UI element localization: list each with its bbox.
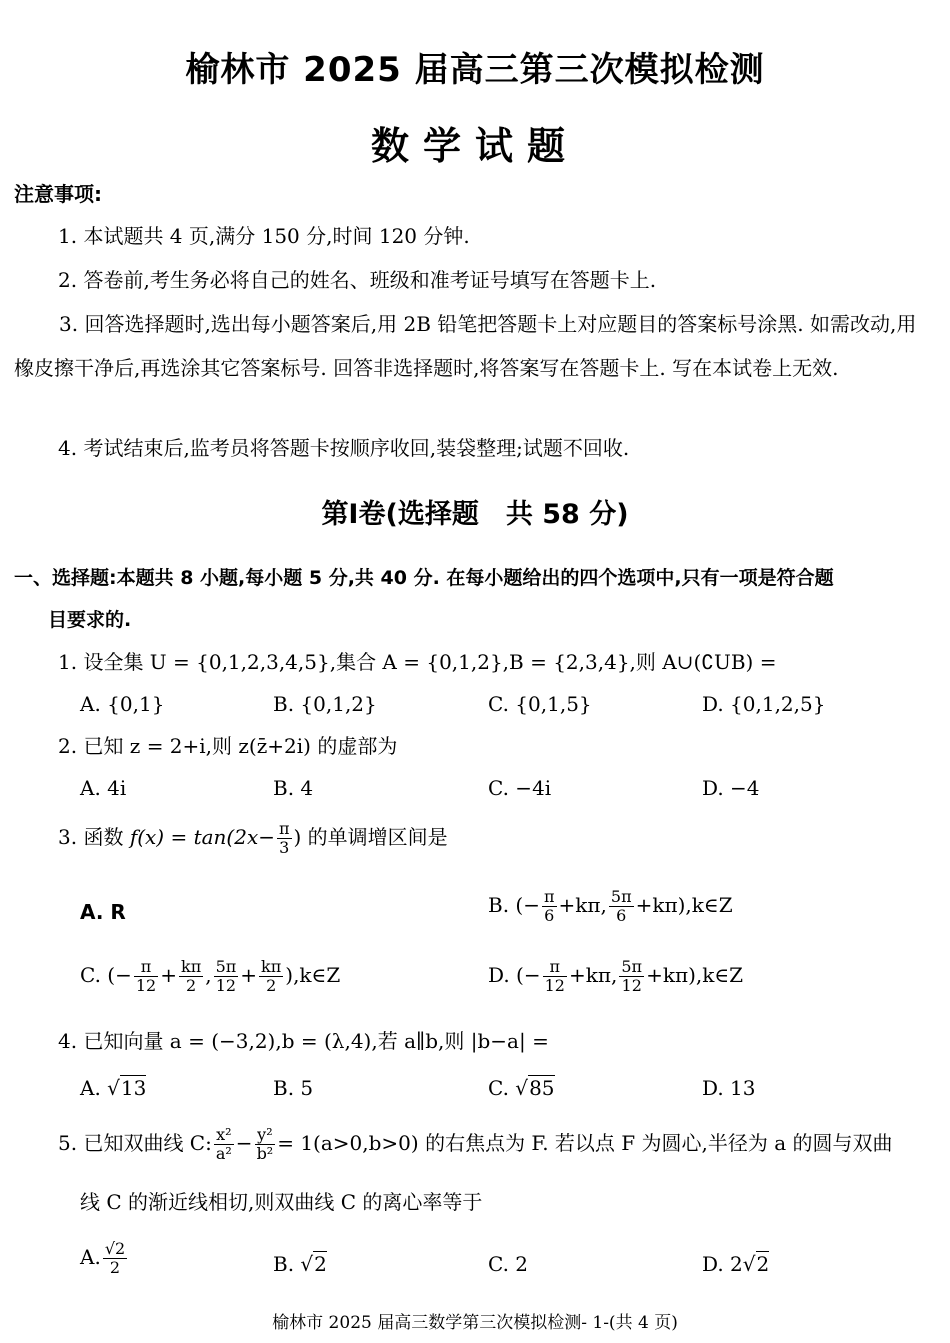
q2-stem: 2. 已知 z = 2+i,则 z(z̄+2i) 的虚部为 xyxy=(58,734,398,758)
q1-option-b: B. {0,1,2} xyxy=(273,692,377,716)
q5-option-c: C. 2 xyxy=(488,1252,529,1276)
part-intro-line2: 目要求的. xyxy=(48,609,132,631)
q4-option-d: D. 13 xyxy=(702,1076,756,1100)
q4-option-c: C. √85 xyxy=(488,1076,555,1100)
q3-option-a: A. R xyxy=(80,900,126,924)
q5-stem-line2: 线 C 的渐近线相切,则双曲线 C 的离心率等于 xyxy=(80,1190,483,1214)
exam-title: 榆林市 2025 届高三第三次模拟检测 xyxy=(185,50,765,90)
q1-option-c: C. {0,1,5} xyxy=(488,692,592,716)
notice-heading: 注意事项: xyxy=(14,182,102,206)
q3-stem: 3. 函数 f(x) = tan(2x− $\frac{\pi}{3}$ ) 的单调增区间是 xyxy=(58,819,448,857)
q3-option-d: D. (− $\frac{\pi}{12}$ +kπ, $\frac{5\pi}{12}$ +kπ),k∈Z xyxy=(488,957,744,995)
q3-option-c: C. (− $\frac{\pi}{12}$ + $\frac{k\pi}{2}$ , $\frac{5\pi}{12}$ + $\frac{k\pi}{2}$ ),k∈Z xyxy=(80,957,341,995)
page-footer: 榆林市 2025 届高三数学第三次模拟检测- 1-(共 4 页) xyxy=(272,1313,678,1333)
q2-option-c: C. −4i xyxy=(488,776,552,800)
notice-item-2: 2. 答卷前,考生务必将自己的姓名、班级和准考证号填写在答题卡上. xyxy=(58,268,657,292)
q1-stem: 1. 设全集 U = {0,1,2,3,4,5},集合 A = {0,1,2},B = {2,3,4},则 A∪(∁UB) = xyxy=(58,650,777,674)
section-title: 第Ⅰ卷(选择题 共 58 分) xyxy=(321,499,629,530)
q4-stem: 4. 已知向量 a = (−3,2),b = (λ,4),若 a∥b,则 |b−a| = xyxy=(58,1029,549,1053)
q3-option-b: B. (− $\frac{\pi}{6}$ +kπ, $\frac{5\pi}{6}$ +kπ),k∈Z xyxy=(488,887,733,925)
q2-option-b: B. 4 xyxy=(273,776,314,800)
notice-item-1: 1. 本试题共 4 页,满分 150 分,时间 120 分钟. xyxy=(58,224,470,248)
q1-option-d: D. {0,1,2,5} xyxy=(702,692,826,716)
q4-option-a: A. √13 xyxy=(80,1076,147,1100)
q2-option-a: A. 4i xyxy=(80,776,127,800)
q4-option-b: B. 5 xyxy=(273,1076,314,1100)
q5-option-a: A. $\frac{√2}{2}$ xyxy=(80,1239,126,1277)
q2-option-d: D. −4 xyxy=(702,776,760,800)
q5-option-d: D. 2√2 xyxy=(702,1252,770,1276)
q1-option-a: A. {0,1} xyxy=(80,692,165,716)
subject-title: 数学试题 xyxy=(370,124,579,168)
notice-item-4: 4. 考试结束后,监考员将答题卡按顺序收回,装袋整理;试题不回收. xyxy=(58,436,630,460)
notice-item-3: 3. 回答选择题时,选出每小题答案后,用 2B 铅笔把答题卡上对应题目的答案标号涂黑. 如需改动,用橡皮擦干净后,再选涂其它答案标号. 回答非选择题时,将答案写在答题卡上. 写在本试卷上无效. xyxy=(14,312,917,380)
q5-stem-line1: 5. 已知双曲线 C: $\frac{\text{x²}}{\text{a²}}$ − $\frac{\text{y²}}{\text{b²}}$ = 1(a>0,b>0) 的右焦点为 F. 若以点 F 为圆心,半径为 a 的圆与双曲 xyxy=(58,1125,893,1163)
q5-option-b: B. √2 xyxy=(273,1252,327,1276)
part-intro-line1: 一、选择题:本题共 8 小题,每小题 5 分,共 40 分. 在每小题给出的四个选项中,只有一项是符合题 xyxy=(14,567,834,589)
